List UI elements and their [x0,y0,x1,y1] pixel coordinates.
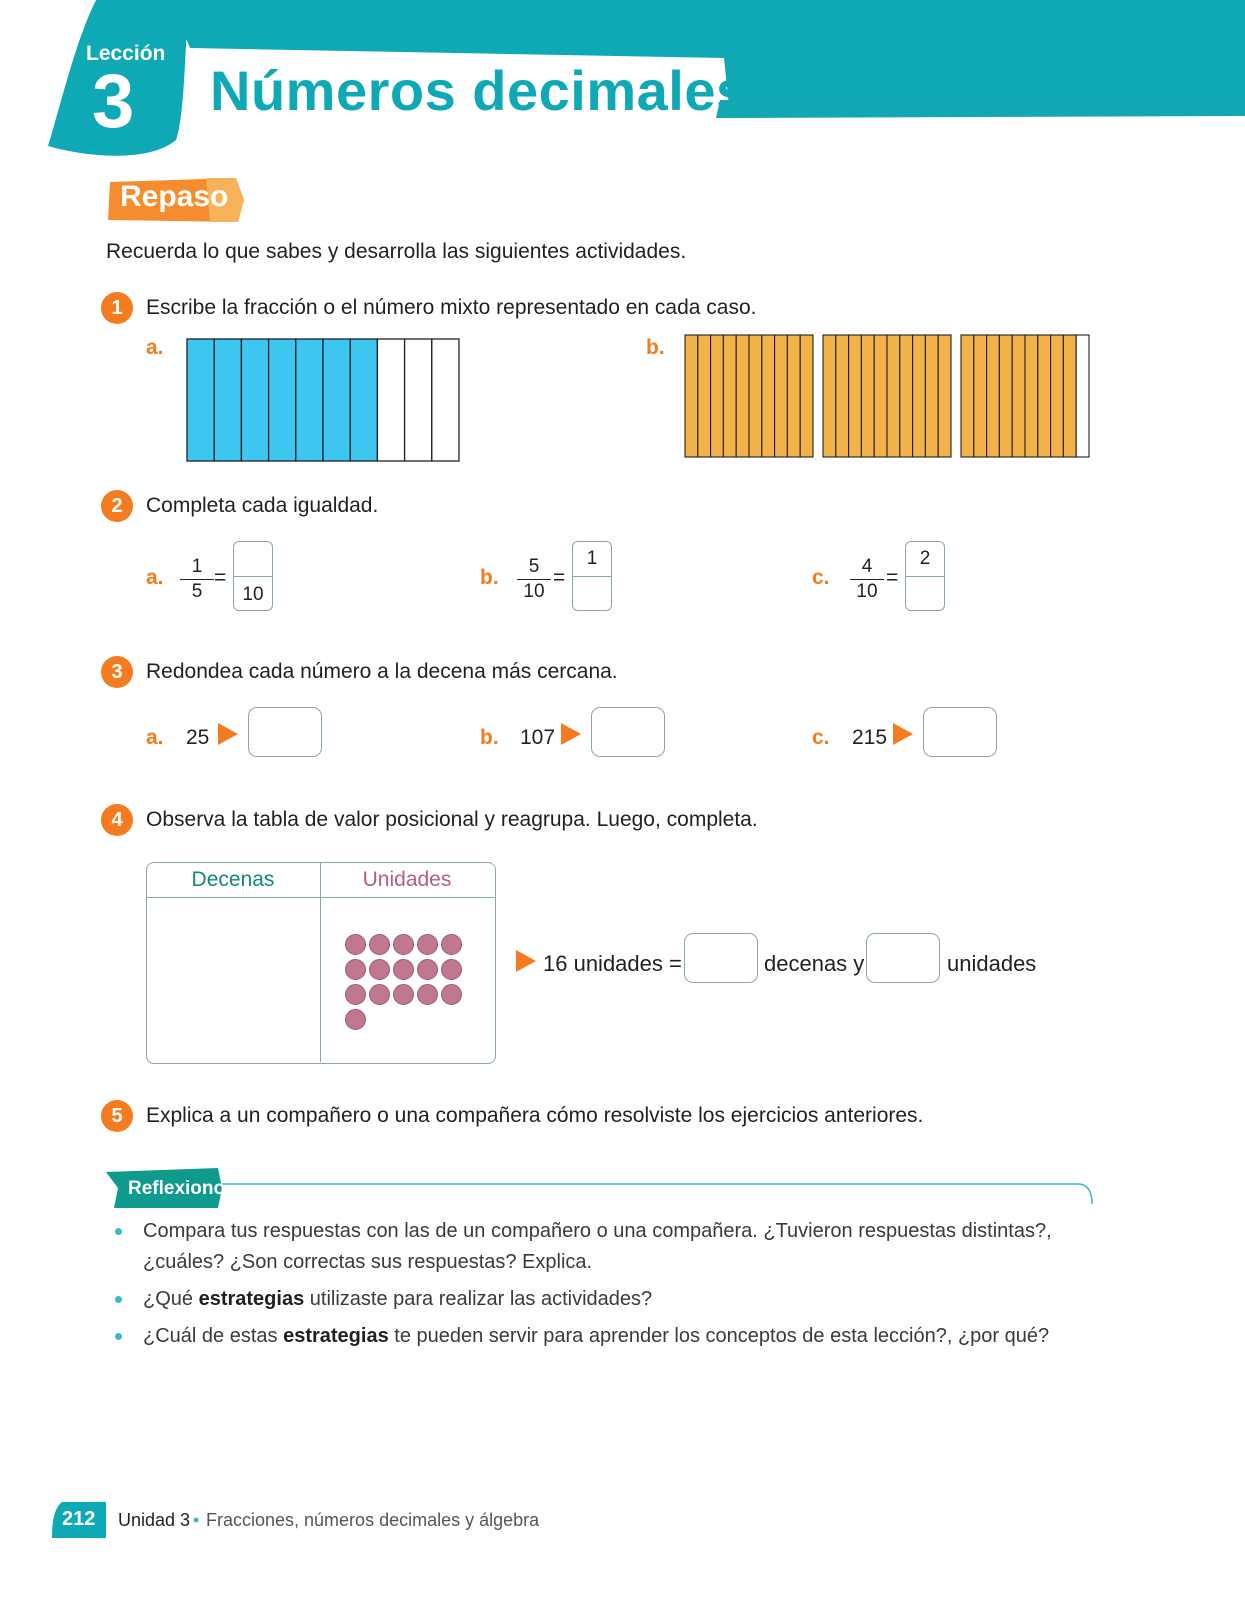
footer-topic: Fracciones, números decimales y álgebra [206,1510,540,1530]
rounding-answer-box-b[interactable] [591,707,665,757]
table-header-unidades: Unidades [362,868,452,891]
bullet [115,1228,122,1235]
fraction-2a [180,556,214,603]
denominator: 10 [523,581,545,602]
reflexiono-tag: Reflexiono [128,1178,226,1199]
number-to-round: 25 [186,726,210,749]
shaded-part [187,339,214,461]
fraction-answer-box-2c[interactable] [905,541,945,611]
intro-text: Recuerda lo que sabes y desarrolla las siguientes actividades. [106,240,687,263]
unit-counter [441,959,462,980]
activity-4-text: Observa la tabla de valor posicional y reagrupa. Luego, completa. [146,808,758,831]
regroup-sentence-start: 16 unidades = [543,951,682,976]
shaded-part [214,339,241,461]
unit-counter [417,934,438,955]
activity-5-badge: 5 [101,1100,133,1132]
shaded-part [323,339,350,461]
shaded-part [849,335,862,457]
shaded-part [974,335,987,457]
activity-1-text: Escribe la fracción o el número mixto representado en cada caso. [146,296,757,319]
question-1-line-1: Compara tus respuestas con las de un compañero o una compañera. ¿Tuvieron respuestas distintas?, [143,1220,1052,1242]
arrow-right-icon [218,723,238,745]
activity-4-badge: 4 [101,804,133,836]
shaded-part [961,335,974,457]
regroup-sentence-end: unidades [947,951,1037,976]
shaded-part [749,335,762,457]
shaded-part [800,335,813,457]
activity-5-text: Explica a un compañero o una compañera cómo resolviste los ejercicios anteriores. [146,1104,924,1127]
question-1-line-2: ¿cuáles? ¿Son correctas sus respuestas? Explica. [143,1251,593,1273]
shaded-part [836,335,849,457]
empty-part [1076,335,1089,457]
number-to-round: 215 [852,726,888,749]
lesson-number: 3 [92,59,135,144]
shaded-part [1063,335,1076,457]
decenas-answer-box[interactable] [684,933,758,983]
table-header-decenas: Decenas [191,868,275,891]
shaded-part [736,335,749,457]
arrow-right-icon [516,950,536,972]
shaded-part [1025,335,1038,457]
unit-counter [441,984,462,1005]
unidades-answer-box[interactable] [866,933,940,983]
activity-1-badge: 1 [101,292,133,324]
bullet [115,1333,122,1340]
answer-numerator: 2 [919,548,931,569]
shaded-part [787,335,800,457]
question-text: te pueden servir para aprender los conceptos de esta lección?, ¿por qué? [388,1325,1050,1347]
shaded-part [350,339,377,461]
answer-numerator: 1 [586,548,598,569]
fraction-answer-box-2a[interactable] [233,541,273,611]
empty-part [377,339,404,461]
unit-counter [393,934,414,955]
numerator: 5 [517,556,551,580]
activity-2a-letter: a. [146,566,164,589]
equals-sign: = [886,566,899,589]
shaded-part [1038,335,1051,457]
shaded-part [874,335,887,457]
shaded-part [861,335,874,457]
shaded-part [900,335,913,457]
unit-counter [369,959,390,980]
shaded-part [723,335,736,457]
activity-3-badge: 3 [101,656,133,688]
repaso-tag: Repaso [120,180,229,213]
question-text: ¿Qué [143,1288,199,1310]
shaded-part [269,339,296,461]
unit-counter [369,934,390,955]
empty-part [432,339,459,461]
reflection-question-1 [143,1216,1052,1278]
activity-3b-letter: b. [480,726,499,749]
shaded-part [999,335,1012,457]
activity-2-text: Completa cada igualdad. [146,494,379,517]
question-keyword: estrategias [198,1288,305,1310]
regroup-sentence-middle: decenas y [764,951,865,976]
unit-counter [417,959,438,980]
activity-3c-letter: c. [812,726,830,749]
shaded-part [1012,335,1025,457]
activity-3a-letter: a. [146,726,164,749]
answer-denominator: 10 [242,584,264,605]
fraction-answer-box-2b[interactable] [572,541,612,611]
shaded-part [241,339,268,461]
unit-counter [345,1009,366,1030]
table-header-divider [146,897,495,898]
footer-unit: Unidad 3 [118,1510,191,1530]
shaded-part [938,335,951,457]
number-to-round: 107 [520,726,556,749]
bullet [115,1296,122,1303]
shaded-part [987,335,1000,457]
activity-3-text: Redondea cada número a la decena más cercana. [146,660,618,683]
arrow-right-icon [561,723,581,745]
fraction-2c [850,556,884,603]
numerator: 4 [850,556,884,580]
question-text: utilizaste para realizar las actividades? [304,1288,653,1310]
unit-counter [345,984,366,1005]
rounding-answer-box-a[interactable] [248,707,322,757]
equals-sign: = [214,566,227,589]
shaded-part [887,335,900,457]
fraction-2b [517,556,551,603]
lesson-label: Lección [86,42,166,65]
unit-counter [441,934,462,955]
activity-2c-letter: c. [812,566,830,589]
shaded-part [698,335,711,457]
unit-counter [345,934,366,955]
page-title: Números decimales [210,59,748,122]
activity-2-badge: 2 [101,490,133,522]
shaded-part [823,335,836,457]
unit-counter [345,959,366,980]
rounding-answer-box-c[interactable] [923,707,997,757]
unit-counter [369,984,390,1005]
activity-1b-letter: b. [646,336,665,359]
numerator: 1 [180,556,214,580]
footer-separator: • [193,1510,200,1530]
shaded-part [925,335,938,457]
equals-sign: = [553,566,566,589]
table-column-divider [320,862,321,1062]
unit-counter [393,959,414,980]
fraction-bars-b [684,334,1094,460]
unit-counter [393,984,414,1005]
page-number: 212 [62,1508,96,1530]
unit-counter [417,984,438,1005]
shaded-part [913,335,926,457]
question-keyword: estrategias [283,1325,389,1347]
shaded-part [711,335,724,457]
activity-2b-letter: b. [480,566,499,589]
question-text: ¿Cuál de estas [143,1325,284,1347]
reflection-question-3 [143,1321,1049,1352]
activity-1a-letter: a. [146,336,164,359]
denominator: 10 [856,581,878,602]
arrow-right-icon [893,723,913,745]
empty-part [405,339,432,461]
shaded-part [296,339,323,461]
shaded-part [775,335,788,457]
shaded-part [1051,335,1064,457]
reflection-question-2 [143,1284,652,1315]
shaded-part [685,335,698,457]
denominator: 5 [191,581,203,602]
shaded-part [762,335,775,457]
fraction-bar-a [186,338,461,462]
